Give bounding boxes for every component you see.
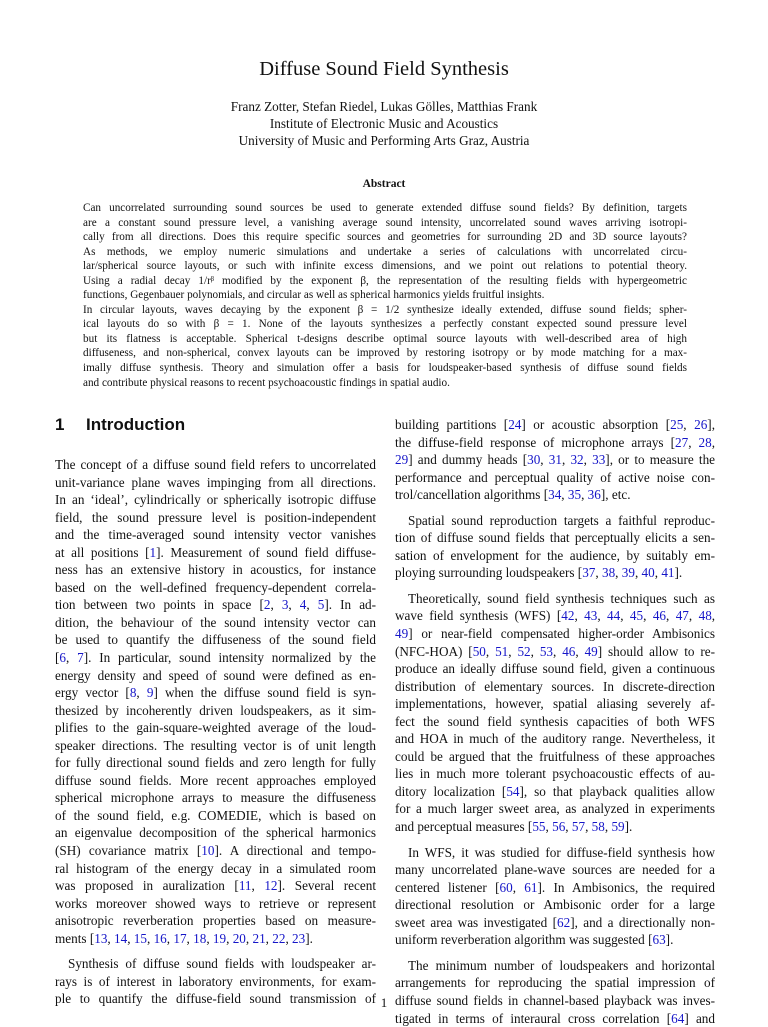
text-line: ple to quantify the diffuse-field sound transmission of: [55, 990, 376, 1008]
right-column-text: [395, 416, 715, 1027]
text-line: uniform reverberation algorithm was suggested [63].: [395, 931, 715, 949]
text-line: at all positions [1]. Measurement of sound field diffuse-: [55, 544, 376, 562]
page-number: 1: [0, 995, 768, 1011]
text-line: diffuse sound fields. More recent approaches employed: [55, 772, 376, 790]
citation-link[interactable]: 35: [568, 487, 581, 502]
text-line: works moreover showed ways to retrieve or represent: [55, 895, 376, 913]
paragraph-gap: [55, 947, 376, 955]
abstract-line: diffuseness, and non-spherical, convex layouts can be improved by restoring isotropy or by mode matching for a max-: [83, 346, 687, 361]
text-line: arrangements for reproducing the spatial impression of: [395, 974, 715, 992]
text-line: plifies to the gain-square-weighted average of the loud-: [55, 719, 376, 737]
abstract-line: In circular layouts, waves decaying by the exponent β = 1/2 synthesize ideally extended, diffuse sound fields; spher-: [83, 303, 687, 318]
paragraph: [395, 590, 715, 836]
citation-link[interactable]: 41: [661, 565, 674, 580]
abstract-line: imally diffuse synthesis. Theory and simulation offer a basis for loudspeaker-based synthesis of diffuse sound fields: [83, 361, 687, 376]
citation-link[interactable]: 5: [318, 597, 325, 612]
citation-link[interactable]: 45: [630, 608, 643, 623]
text-line: speaker directions. The resulting vector is of unit length: [55, 737, 376, 755]
citation-link[interactable]: 21: [252, 931, 265, 946]
paragraph: [55, 456, 376, 947]
abstract-line: functions, Gegenbauer polynomials, and circular as well as spherical harmonics yields fruitful insights.: [83, 288, 687, 303]
citation-link[interactable]: 23: [292, 931, 305, 946]
text-line: thesized by incoherently driven loudspeakers, as it sim-: [55, 702, 376, 720]
citation-link[interactable]: 14: [114, 931, 127, 946]
section-heading: [55, 412, 376, 456]
citation-link[interactable]: 29: [395, 452, 408, 467]
text-line: sweet area was investigated [62], and a directionally non-: [395, 914, 715, 932]
citation-link[interactable]: 11: [239, 878, 252, 893]
citation-link[interactable]: 27: [675, 435, 688, 450]
text-line: centered listener [60, 61]. In Ambisonics, the required: [395, 879, 715, 897]
citation-link[interactable]: 12: [264, 878, 277, 893]
citation-link[interactable]: 52: [517, 644, 530, 659]
citation-link[interactable]: 49: [585, 644, 598, 659]
abstract-line: are a constant sound pressure level, a vanishing average sound intensity, uncorrelated sound waves arriving isotropi-: [83, 216, 687, 231]
text-line: (SH) covariance matrix [10]. A directional and tempo-: [55, 842, 376, 860]
text-line: ness has an extensive history in acoustics, for instance: [55, 561, 376, 579]
citation-link[interactable]: 10: [201, 843, 214, 858]
text-line: produce an ideally diffuse sound field, given a continuous: [395, 660, 715, 678]
paragraph: [395, 416, 715, 504]
citation-link[interactable]: 53: [540, 644, 553, 659]
citation-link[interactable]: 39: [622, 565, 635, 580]
author-block: [0, 98, 768, 149]
text-line: tigated in terms of interaural cross correlation [64] and: [395, 1010, 715, 1027]
abstract-line: cally from all directions. Does this require specific sources and geometries for surrounding 2D and 3D source layouts?: [83, 230, 687, 245]
text-line: could be argued that the fruitfulness of these approaches: [395, 748, 715, 766]
citation-link[interactable]: 36: [588, 487, 601, 502]
abstract-line: As methods, we employ numeric simulations and undertake a series of calculations with uncorrelated circu-: [83, 245, 687, 260]
text-line: and perceptual measures [55, 56, 57, 58, 59].: [395, 818, 715, 836]
paragraph: [395, 957, 715, 1027]
citation-link[interactable]: 37: [582, 565, 595, 580]
paragraph-gap: [395, 582, 715, 590]
citation-link[interactable]: 16: [154, 931, 167, 946]
citation-link[interactable]: 33: [592, 452, 605, 467]
citation-link[interactable]: 54: [506, 784, 519, 799]
text-line: was proposed in auralization [11, 12]. Several recent: [55, 877, 376, 895]
citation-link[interactable]: 32: [570, 452, 583, 467]
citation-link[interactable]: 28: [699, 435, 712, 450]
text-line: performance and perceptual quality of active noise con-: [395, 469, 715, 487]
citation-link[interactable]: 61: [524, 880, 537, 895]
citation-link[interactable]: 20: [233, 931, 246, 946]
text-line: directional resolution or Ambisonic order for a large: [395, 896, 715, 914]
citation-link[interactable]: 26: [694, 417, 707, 432]
citation-link[interactable]: 64: [671, 1011, 684, 1026]
text-line: In WFS, it was studied for diffuse-field synthesis how: [395, 844, 715, 862]
text-line: In an ‘ideal’, cylindrically or spherically isotropic diffuse: [55, 491, 376, 509]
citation-link[interactable]: 50: [473, 644, 486, 659]
citation-link[interactable]: 42: [561, 608, 574, 623]
paragraph: [395, 844, 715, 949]
text-line: and HOA in much of the auditory range. Nevertheless, it: [395, 730, 715, 748]
text-line: diffuse sound fields in channel-based playback was inves-: [395, 992, 715, 1010]
citation-link[interactable]: 57: [572, 819, 585, 834]
text-line: Synthesis of diffuse sound fields with loudspeaker ar-: [55, 955, 376, 973]
text-line: rays is of interest in laboratory environments, for exam-: [55, 973, 376, 991]
abstract-body: [83, 201, 687, 390]
citation-link[interactable]: 46: [653, 608, 666, 623]
right-column: [395, 416, 715, 1027]
text-line: implementations, however, spatial aliasing severely af-: [395, 695, 715, 713]
text-line: (NFC-HOA) [50, 51, 52, 53, 46, 49] should allow to re-: [395, 643, 715, 661]
text-line: Spatial sound reproduction targets a faithful reproduc-: [395, 512, 715, 530]
text-line: the diffuse-field response of microphone arrays [27, 28,: [395, 434, 715, 452]
section-number: 1: [55, 412, 86, 438]
citation-link[interactable]: 44: [607, 608, 620, 623]
text-line: energy density and speed of sound were defined as en-: [55, 667, 376, 685]
text-line: ral histogram of the energy decay in a simulated room: [55, 860, 376, 878]
text-line: lies in much more tolerant psychoacoustic effects of au-: [395, 765, 715, 783]
abstract-line: and contribute physical reasons to recent psychoacoustic findings in spatial audio.: [83, 376, 687, 391]
left-column-text: [55, 456, 376, 1008]
citation-link[interactable]: 56: [552, 819, 565, 834]
citation-link[interactable]: 9: [147, 685, 154, 700]
text-line: sation of envelopment for the audience, by suitably em-: [395, 547, 715, 565]
abstract-line: Using a radial decay 1/rᵝ modified by the exponent β, the representation of the resulting fields with hypergeometric: [83, 274, 687, 289]
text-line: The concept of a diffuse sound field refers to uncorrelated: [55, 456, 376, 474]
citation-link[interactable]: 24: [508, 417, 521, 432]
text-line: Theoretically, sound field synthesis techniques such as: [395, 590, 715, 608]
text-line: of the sound field, e.g. COMEDIE, which is based on: [55, 807, 376, 825]
text-line: be used to quantify the diffuseness of the sound field: [55, 631, 376, 649]
text-line: ploying surrounding loudspeakers [37, 38, 39, 40, 41].: [395, 564, 715, 582]
citation-link[interactable]: 7: [77, 650, 84, 665]
citation-link[interactable]: 25: [670, 417, 683, 432]
citation-link[interactable]: 22: [272, 931, 285, 946]
text-line: trol/cancellation algorithms [34, 35, 36], etc.: [395, 486, 715, 504]
text-line: an eigenvalue decomposition of the spherical harmonics: [55, 824, 376, 842]
citation-link[interactable]: 17: [173, 931, 186, 946]
citation-link[interactable]: 30: [527, 452, 540, 467]
text-line: many uncorrelated plane-wave sources are needed for a: [395, 861, 715, 879]
citation-link[interactable]: 63: [652, 932, 665, 947]
text-line: ergy vector [8, 9] when the diffuse sound field is syn-: [55, 684, 376, 702]
citation-link[interactable]: 55: [532, 819, 545, 834]
affiliation-institute: Institute of Electronic Music and Acoustics: [0, 115, 768, 132]
text-line: distribution of elementary sources. In discrete-direction: [395, 678, 715, 696]
text-line: based on the well-defined frequency-dependent correla-: [55, 579, 376, 597]
text-line: ments [13, 14, 15, 16, 17, 18, 19, 20, 21, 22, 23].: [55, 930, 376, 948]
text-line: for a much larger sweet area, as analyzed in experiments: [395, 800, 715, 818]
text-line: building partitions [24] or acoustic absorption [25, 26],: [395, 416, 715, 434]
citation-link[interactable]: 60: [500, 880, 513, 895]
left-column: [55, 412, 376, 1008]
citation-link[interactable]: 48: [699, 608, 712, 623]
abstract-line: ical layouts do so with β = 1. None of the layouts synthesizes a perfectly constant expected sound pressure level: [83, 317, 687, 332]
citation-link[interactable]: 40: [642, 565, 655, 580]
text-line: fect the sound field synthesis capacities of both WFS: [395, 713, 715, 731]
citation-link[interactable]: 2: [264, 597, 271, 612]
citation-link[interactable]: 51: [495, 644, 508, 659]
text-line: for fully directional sound fields and zero length for fully: [55, 754, 376, 772]
text-line: wave field synthesis (WFS) [42, 43, 44, 45, 46, 47, 48,: [395, 607, 715, 625]
citation-link[interactable]: 19: [213, 931, 226, 946]
text-line: and the time-averaged sound intensity vector vanishes: [55, 526, 376, 544]
text-line: The minimum number of loudspeakers and horizontal: [395, 957, 715, 975]
text-line: tion between two points in space [2, 3, 4, 5]. In ad-: [55, 596, 376, 614]
citation-link[interactable]: 8: [130, 685, 137, 700]
section-title: Introduction: [86, 415, 185, 434]
citation-link[interactable]: 38: [602, 565, 615, 580]
abstract-line: lar/spherical source layouts, or such with infinite excess dimensions, and we point out relations to potential theory.: [83, 259, 687, 274]
text-line: ditory localization [54], so that playback qualities allow: [395, 783, 715, 801]
citation-link[interactable]: 46: [562, 644, 575, 659]
paragraph-gap: [395, 949, 715, 957]
citation-link[interactable]: 13: [94, 931, 107, 946]
citation-link[interactable]: 3: [282, 597, 289, 612]
text-line: spherical microphone arrays to measure the diffuseness: [55, 789, 376, 807]
citation-link[interactable]: 4: [300, 597, 307, 612]
affiliation-university: University of Music and Performing Arts Graz, Austria: [0, 132, 768, 149]
text-line: anisotropic reverberation properties based on measure-: [55, 912, 376, 930]
paper-title: Diffuse Sound Field Synthesis: [0, 56, 768, 82]
abstract-heading: Abstract: [0, 178, 768, 190]
citation-link[interactable]: 58: [592, 819, 605, 834]
citation-link[interactable]: 49: [395, 626, 408, 641]
citation-link[interactable]: 59: [611, 819, 624, 834]
text-line: dition, the behaviour of the sound intensity vector can: [55, 614, 376, 632]
abstract-line: Can uncorrelated surrounding sound sources be used to generate extended diffuse sound fields? By definition, targets: [83, 201, 687, 216]
citation-link[interactable]: 18: [193, 931, 206, 946]
paragraph-gap: [395, 504, 715, 512]
citation-link[interactable]: 15: [134, 931, 147, 946]
citation-link[interactable]: 34: [548, 487, 561, 502]
paragraph-gap: [395, 836, 715, 844]
text-line: field, the sound pressure level is position-independent: [55, 509, 376, 527]
citation-link[interactable]: 43: [584, 608, 597, 623]
citation-link[interactable]: 62: [557, 915, 570, 930]
author-names: Franz Zotter, Stefan Riedel, Lukas Gölles, Matthias Frank: [0, 98, 768, 115]
paragraph: [395, 512, 715, 582]
citation-link[interactable]: 1: [150, 545, 157, 560]
text-line: [6, 7]. In particular, sound intensity normalized by the: [55, 649, 376, 667]
abstract-line: but its flatness is acceptable. Spherical t-designs describe optimal source layouts with well-described area of high: [83, 332, 687, 347]
citation-link[interactable]: 31: [549, 452, 562, 467]
text-line: 49] or near-field compensated higher-order Ambisonics: [395, 625, 715, 643]
citation-link[interactable]: 47: [676, 608, 689, 623]
text-line: tion of diffuse sound fields that perceptually elicits a sen-: [395, 529, 715, 547]
text-line: 29] and dummy heads [30, 31, 32, 33], or to measure the: [395, 451, 715, 469]
citation-link[interactable]: 6: [59, 650, 66, 665]
text-line: unit-variance plane waves impinging from all directions.: [55, 474, 376, 492]
